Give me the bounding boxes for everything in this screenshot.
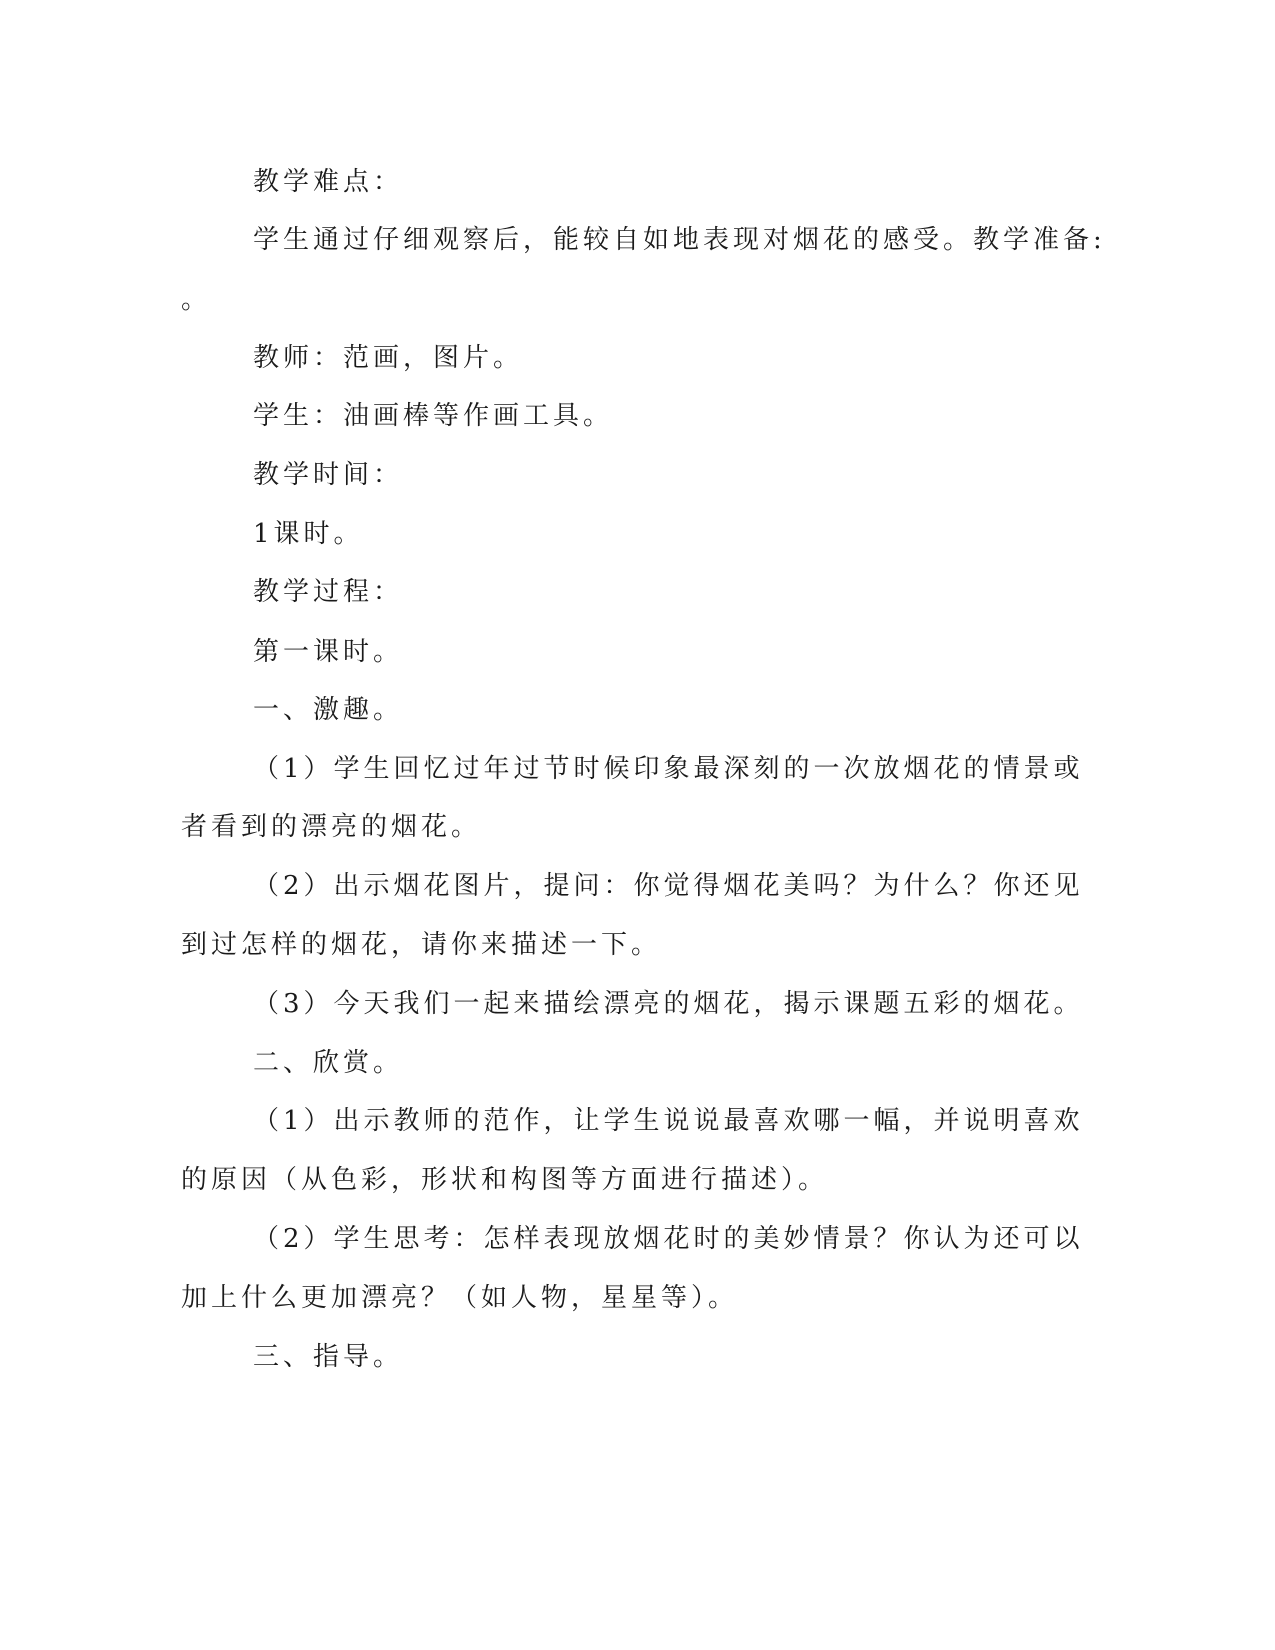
heading-teaching-time: 教学时间： [253,460,404,490]
paragraph-difficulty-text: 学生通过仔细观察后，能较自如地表现对烟花的感受。教学准备: [253,225,1106,255]
paragraph-continuation: 。 [181,285,212,315]
paragraph-time-value: 1课时。 [253,519,364,549]
paragraph-appreciate-2-line-2: 加上什么更加漂亮？（如人物，星星等）。 [181,1283,739,1313]
paragraph-item-2-line-2: 到过怎样的烟花，请你来描述一下。 [181,930,662,960]
paragraph-student-materials: 学生：油画棒等作画工具。 [253,401,614,431]
paragraph-item-2-line-1: （2）出示烟花图片，提问：你觉得烟花美吗？为什么？你还见 [253,871,1084,901]
paragraph-appreciate-1-line-2: 的原因（从色彩，形状和构图等方面进行描述）。 [181,1165,829,1195]
heading-first-lesson: 第一课时。 [253,637,404,667]
paragraph-appreciate-2-line-1: （2）学生思考：怎样表现放烟花时的美妙情景？你认为还可以 [253,1224,1084,1254]
heading-section-two: 二、欣赏。 [253,1048,404,1078]
heading-section-three: 三、指导。 [253,1342,404,1372]
paragraph-item-3: （3）今天我们一起来描绘漂亮的烟花，揭示课题五彩的烟花。 [253,989,1084,1019]
paragraph-appreciate-1-line-1: （1）出示教师的范作，让学生说说最喜欢哪一幅，并说明喜欢 [253,1106,1084,1136]
heading-section-one: 一、激趣。 [253,695,404,725]
heading-teaching-process: 教学过程： [253,577,404,607]
heading-teaching-difficulty: 教学难点： [253,167,404,197]
paragraph-item-1-line-2: 者看到的漂亮的烟花。 [181,812,482,842]
paragraph-teacher-materials: 教师：范画，图片。 [253,343,524,373]
paragraph-item-1-line-1: （1）学生回忆过年过节时候印象最深刻的一次放烟花的情景或 [253,754,1084,784]
